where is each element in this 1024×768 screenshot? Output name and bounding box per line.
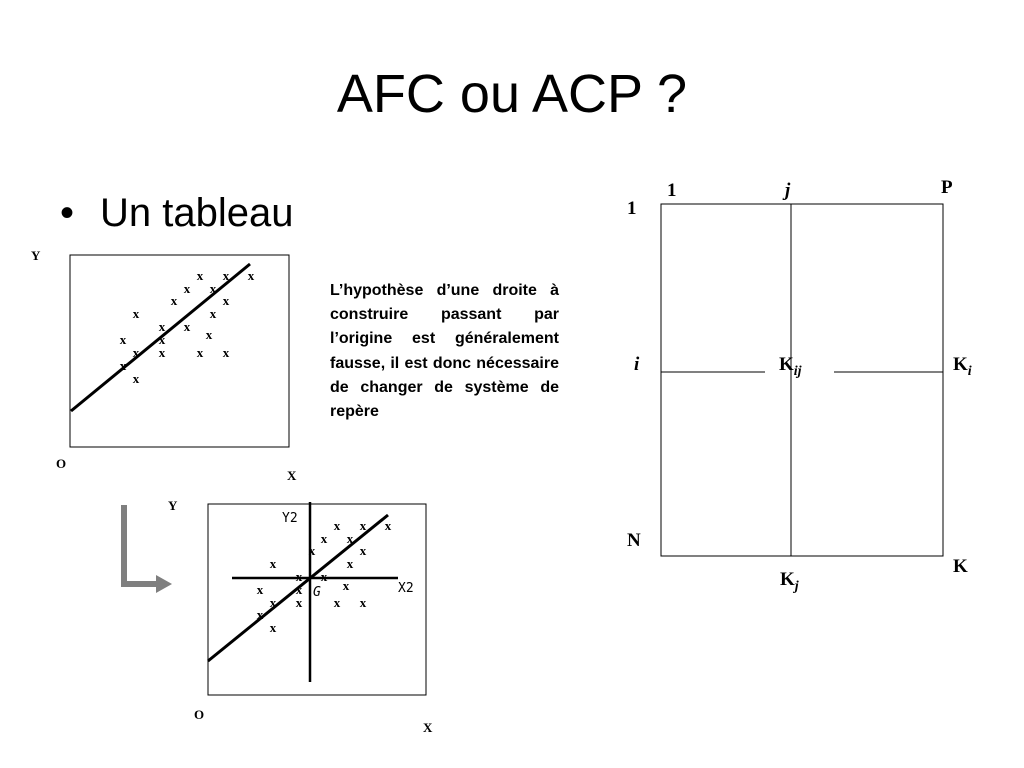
scatter-marker: x [269,595,277,610]
scatter-marker: x [132,345,140,360]
table-frame [661,204,943,556]
plot2-y-label: Y [168,498,178,513]
arrow-head [156,575,172,593]
bullet-text: Un tableau [100,191,294,235]
scatter-marker: x [158,345,166,360]
scatter-marker: x [183,281,191,296]
scatter-marker: x [209,281,217,296]
scatter-marker: x [333,595,341,610]
row-last-label: N [627,530,641,551]
scatter-marker: x [132,371,140,386]
plot2-origin-label: O [194,707,205,722]
hypothesis-text: L’hypothèse d’une droite à construire passant par l’origine est généralement fausse, il est donc nécessaire de changer de système de repère [330,282,559,421]
scatter-marker: x [346,556,354,571]
column-j-label: j [785,180,791,201]
scatter-marker: x [222,293,230,308]
scatter-marker: x [158,332,166,347]
plot1-x-label: X [287,468,297,483]
scatter-marker: x [320,531,328,546]
scatter-marker: x [269,556,277,571]
plot2-points [257,518,392,635]
scatter-marker: x [196,268,204,283]
scatter-marker: x [269,620,277,635]
scatter-marker: x [342,578,350,593]
scatter-marker: x [158,319,166,334]
scatter-marker: x [320,569,328,584]
scatter-marker: x [359,543,367,558]
x2-axis-label: X2 [398,581,414,596]
plot1-points [120,268,255,386]
scatter-plot-2 [168,498,433,735]
center-g-label: G [313,585,321,600]
scatter-marker: x [222,345,230,360]
scatter-marker: x [222,268,230,283]
scatter-marker: x [256,582,264,597]
row-first-label: 1 [627,198,637,219]
y2-axis-label: Y2 [282,511,298,526]
cell-kij-label: $K_{ij}$ [779,354,802,379]
plot1-y-label: Y [31,248,41,263]
scatter-marker: x [205,327,213,342]
scatter-marker: x [359,595,367,610]
plot1-origin-label: O [56,456,67,471]
arrow-shaft [124,505,158,584]
scatter-marker: x [384,518,392,533]
column-total-label: $K_j$ [780,569,799,594]
row-total-label: $K_i$ [953,354,972,379]
scatter-plot-1 [31,248,297,483]
scatter-marker: x [183,319,191,334]
column-first-label: 1 [667,180,677,201]
row-i-label: i [634,354,640,375]
scatter-marker: x [170,293,178,308]
scatter-marker: x [256,607,264,622]
slide-title: AFC ou ACP ? [336,64,688,124]
scatter-marker: x [295,569,303,584]
scatter-marker: x [333,518,341,533]
scatter-marker: x [295,582,303,597]
scatter-marker: x [209,306,217,321]
scatter-marker: x [346,531,354,546]
scatter-marker: x [196,345,204,360]
scatter-marker: x [247,268,255,283]
bullet-dot: • [60,191,75,235]
grand-total-label: K [953,556,968,577]
scatter-marker: x [132,306,140,321]
scatter-marker: x [119,358,127,373]
column-last-label: P [941,177,953,198]
scatter-marker: x [359,518,367,533]
transform-arrow [124,505,172,593]
scatter-marker: x [308,543,316,558]
plot1-frame [70,255,289,447]
contingency-table [627,177,972,594]
scatter-marker: x [119,332,127,347]
scatter-marker: x [295,595,303,610]
plot2-x-label: X [423,720,433,735]
